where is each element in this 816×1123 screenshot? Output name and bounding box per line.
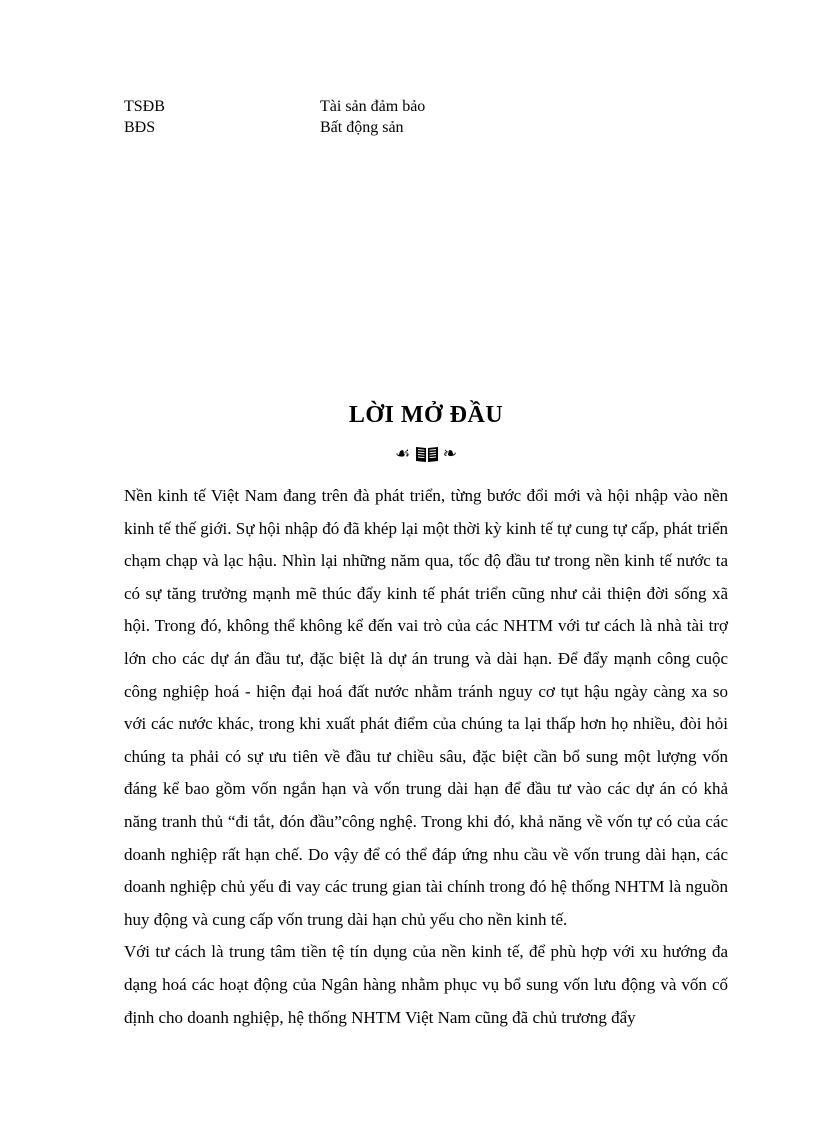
abbreviation-value: Bất động sản [320, 119, 404, 136]
fleuron-left-icon: ☙ [395, 444, 411, 464]
paragraph: Với tư cách là trung tâm tiền tệ tín dụng của nền kinh tế, để phù hợp với xu hướng đa dạng hoá các hoạt động của Ngân hàng nhằm phục vụ bổ sung vốn lưu động và vốn cố định cho doanh nghiệp, hệ thống NHTM Việt Nam cũng đã chủ trương đẩy [124, 942, 728, 1027]
page-title: LỜI MỞ ĐẦU [348, 402, 504, 428]
title-ornament [0, 442, 816, 465]
abbreviation-row [124, 117, 425, 138]
abbreviation-value: Tài sản đảm bảo [320, 98, 426, 115]
open-book-icon [415, 445, 439, 463]
abbreviation-list [124, 96, 425, 138]
body-text [124, 480, 728, 1034]
fleuron-right-icon: ❧ [442, 444, 457, 464]
paragraph: Nền kinh tế Việt Nam đang trên đà phát triển, từng bước đổi mới và hội nhập vào nền kinh tế thế giới. Sự hội nhập đó đã khép lại một thời kỳ kinh tế tự cung tự cấp, phát triển chạm chạp và lạc hậu. Nhìn lại những năm qua, tốc độ đầu tư trong nền kinh tế nước ta có sự tăng trưởng mạnh mẽ thúc đẩy kinh tế phát triển cũng như cải thiện đời sống xã hội. Trong đó, không thể không kể đến vai trò của các NHTM với tư cách là nhà tài trợ lớn cho các dự án đầu tư, đặc biệt là dự án trung và dài hạn. Để đẩy mạnh công cuộc công nghiệp hoá - hiện đại hoá đất nước nhằm tránh nguy cơ tụt hậu ngày càng xa so với các nước khác, trong khi xuất phát điểm của chúng ta lại thấp hơn họ nhiều, đòi hỏi chúng ta phải có sự ưu tiên về đầu tư chiều sâu, đặc biệt cần bổ sung một lượng vốn đáng kể bao gồm vốn ngắn hạn và vốn trung dài hạn để đầu tư vào các dự án có khả năng tranh thủ “đi tắt, đón đầu”công nghệ. Trong khi đó, khả năng về vốn tự có của các doanh nghiệp rất hạn chế. Do vậy để có thể đáp ứng nhu cầu về vốn trung dài hạn, các doanh nghiệp chủ yếu đi vay các trung gian tài chính trong đó hệ thống NHTM là nguồn huy động và cung cấp vốn trung dài hạn chủ yếu cho nền kinh tế. [124, 486, 728, 929]
abbreviation-key: TSĐB [124, 98, 165, 115]
abbreviation-key: BĐS [124, 119, 156, 136]
abbreviation-row [124, 96, 425, 117]
